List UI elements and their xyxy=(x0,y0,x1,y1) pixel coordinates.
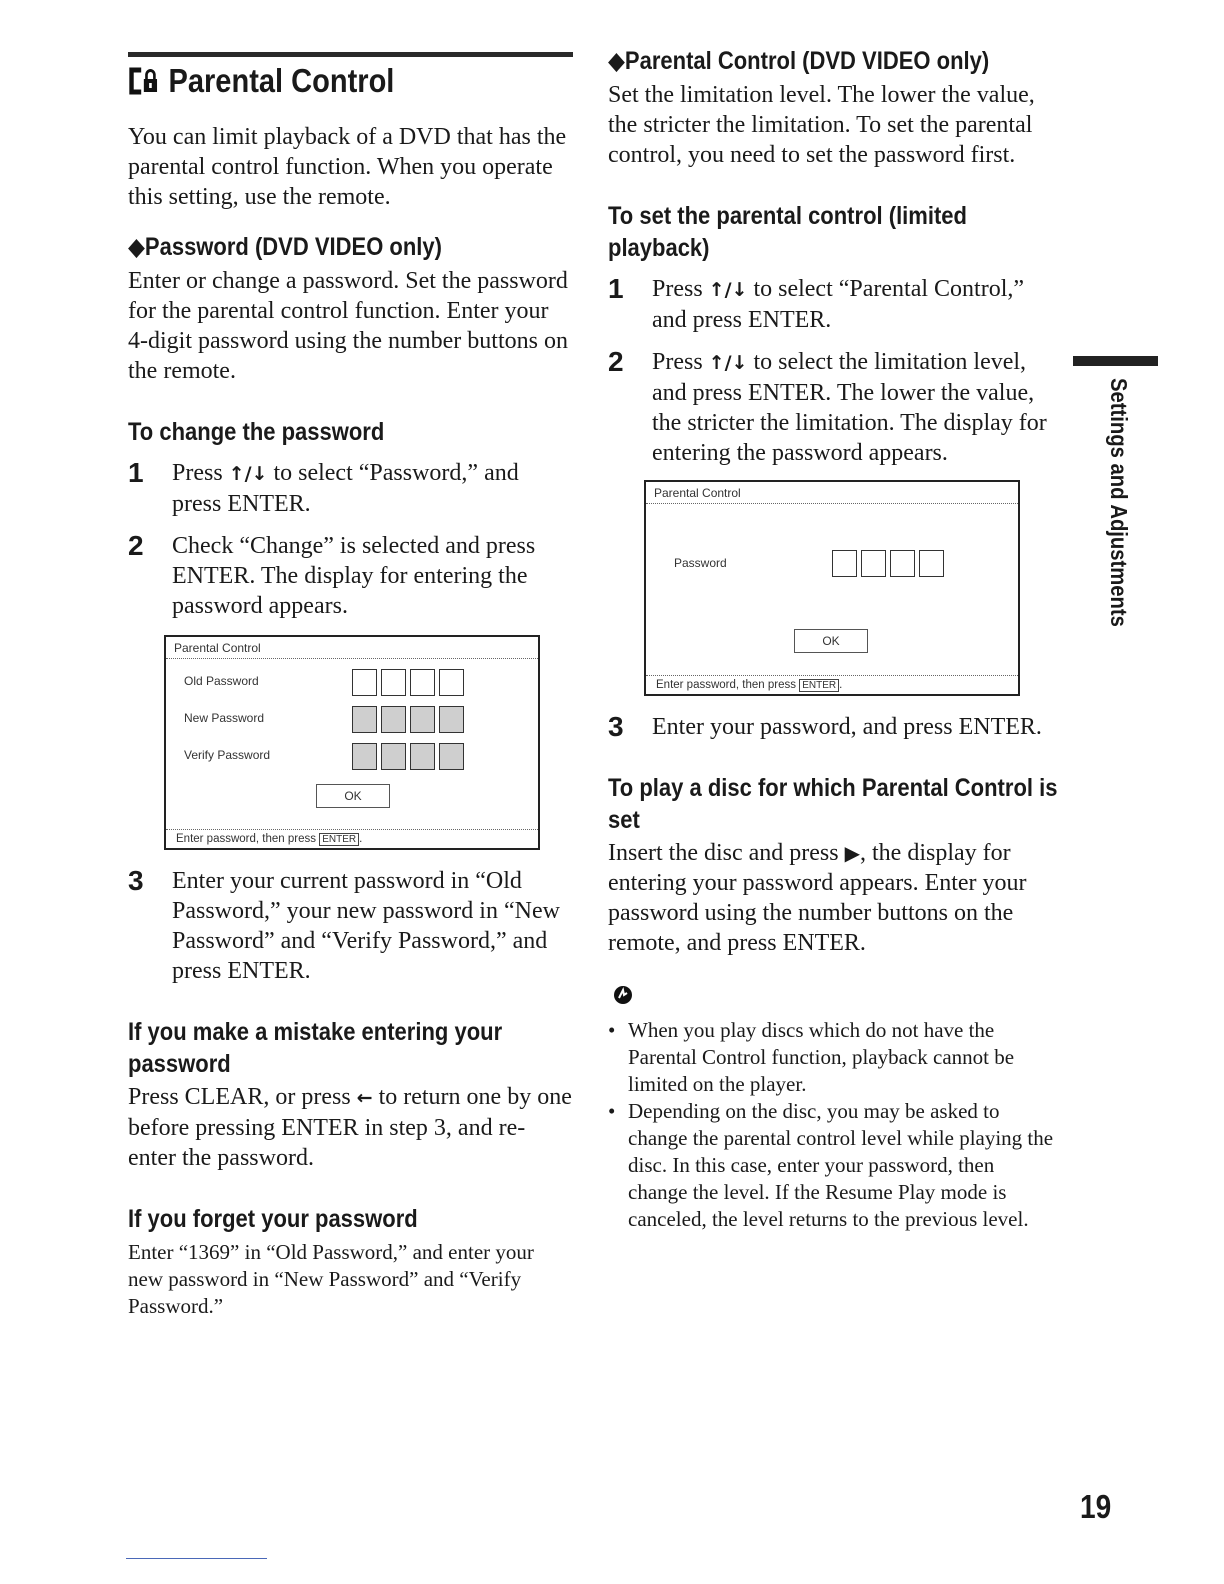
page-number: 19 xyxy=(1080,1488,1112,1525)
enter-key-icon: ENTER xyxy=(799,679,839,692)
old-password-field[interactable] xyxy=(352,669,464,696)
hint-icon xyxy=(612,984,1058,1011)
password-heading: ◆Password (DVD VIDEO only) xyxy=(128,233,442,262)
parental-control-screen xyxy=(644,480,1020,696)
note-item: • When you play discs which do not have the Parental Control function, playback cannot be limited on the player. xyxy=(608,1018,1015,1096)
password-field[interactable] xyxy=(832,550,944,577)
bottom-rule xyxy=(126,1558,267,1559)
verify-password-label: Verify Password xyxy=(184,748,271,763)
enter-key-icon: ENTER xyxy=(319,833,359,846)
screen-footer: Enter password, then press ENTER . xyxy=(646,675,1018,694)
password-label: Password xyxy=(674,556,727,570)
forget-heading: If you forget your password xyxy=(128,1205,418,1234)
ok-button[interactable]: OK xyxy=(794,629,868,653)
step-text: Enter your current password in “Old Password,” your new password in “New Password” and “Verify Password,” and press ENTER. xyxy=(172,868,560,985)
play-disc-body: Insert the disc and press ▶, the display for entering your password appears. Enter your password using the number buttons on the remote, and press ENTER. xyxy=(608,840,1027,956)
mistake-body: Press CLEAR, or press ← to return one by one before pressing ENTER in step 3, and re-enter the password. xyxy=(128,1084,572,1172)
digit-box[interactable] xyxy=(919,550,944,577)
digit-box[interactable] xyxy=(439,706,464,733)
digit-box[interactable] xyxy=(352,669,377,696)
step-text: Press ↑/↓ to select the limitation level, and press ENTER. The lower the value, the stricter the limitation. The display for entering the password appears. xyxy=(652,349,1047,466)
bullet-dot: • xyxy=(608,1099,616,1123)
play-icon: ▶ xyxy=(844,841,860,865)
screen-title: Parental Control xyxy=(166,637,538,659)
password-body: Enter or change a password. Set the password for the parental control function. Enter your 4-digit password using the number buttons on the remote. xyxy=(128,268,568,385)
ok-button[interactable]: OK xyxy=(316,784,390,808)
change-step-1 xyxy=(128,458,573,519)
step-number: 2 xyxy=(128,530,144,562)
page-title-text: Parental Control xyxy=(168,62,395,99)
step-text: Press ↑/↓ to select “Password,” and press ENTER. xyxy=(172,460,519,518)
step-number: 1 xyxy=(128,457,144,489)
step-text: Check “Change” is selected and press ENTER. The display for entering the password appears. xyxy=(172,533,536,620)
forget-body: Enter “1369” in “Old Password,” and enter your new password in “New Password” and “Verify Password.” xyxy=(128,1240,534,1319)
digit-box[interactable] xyxy=(861,550,886,577)
side-tab xyxy=(1073,356,1158,627)
right-column xyxy=(608,47,1058,1233)
digit-box[interactable] xyxy=(381,669,406,696)
change-step-3 xyxy=(128,866,573,986)
parental-heading: ◆Parental Control (DVD VIDEO only) xyxy=(608,47,990,75)
set-step-1 xyxy=(608,274,1058,335)
left-column xyxy=(128,52,573,1320)
digit-box[interactable] xyxy=(352,706,377,733)
step-number: 2 xyxy=(608,346,624,377)
digit-box[interactable] xyxy=(410,743,435,770)
parental-lock-icon xyxy=(128,66,160,102)
step-text: Enter your password, and press ENTER. xyxy=(652,714,1042,740)
set-control-heading: To set the parental control (limited playback) xyxy=(608,202,967,262)
step-number: 1 xyxy=(608,273,624,304)
digit-box[interactable] xyxy=(381,706,406,733)
digit-box[interactable] xyxy=(410,669,435,696)
set-step-2 xyxy=(608,347,1058,468)
step-number: 3 xyxy=(128,865,144,897)
side-tab-label: Settings and Adjustments xyxy=(1106,378,1132,627)
intro-text: You can limit playback of a DVD that has the parental control function. When you operate this setting, use the remote. xyxy=(128,124,567,211)
step-number: 3 xyxy=(608,711,624,742)
up-down-arrow-icon: ↑/↓ xyxy=(708,279,748,301)
digit-box[interactable] xyxy=(381,743,406,770)
set-step-3 xyxy=(608,712,1058,742)
change-password-heading: To change the password xyxy=(128,418,385,447)
digit-box[interactable] xyxy=(352,743,377,770)
old-password-label: Old Password xyxy=(184,674,259,689)
change-step-2 xyxy=(128,531,573,621)
digit-box[interactable] xyxy=(439,669,464,696)
up-down-arrow-icon: ↑/↓ xyxy=(228,463,268,486)
bullet-dot: • xyxy=(608,1018,616,1042)
change-password-screen xyxy=(164,635,540,850)
digit-box[interactable] xyxy=(410,706,435,733)
digit-box[interactable] xyxy=(890,550,915,577)
side-tab-bar xyxy=(1073,356,1158,366)
screen-footer: Enter password, then press ENTER . xyxy=(166,829,538,848)
digit-box[interactable] xyxy=(832,550,857,577)
page-title xyxy=(128,63,520,102)
up-down-arrow-icon: ↑/↓ xyxy=(708,352,748,374)
new-password-label: New Password xyxy=(184,711,265,726)
note-item: • Depending on the disc, you may be asked to change the parental control level while playing the disc. In this case, enter your password, then change the level. If the Resume Play mode is canceled, the level returns to the previous level. xyxy=(608,1099,1054,1231)
verify-password-field[interactable] xyxy=(352,743,464,770)
digit-box[interactable] xyxy=(439,743,464,770)
play-disc-heading: To play a disc for which Parental Control is set xyxy=(608,774,1058,834)
left-arrow-icon: ← xyxy=(356,1087,373,1110)
screen-title: Parental Control xyxy=(646,482,1018,504)
mistake-heading: If you make a mistake entering your password xyxy=(128,1018,503,1079)
title-rule xyxy=(128,52,573,57)
step-text: Press ↑/↓ to select “Parental Control,” and press ENTER. xyxy=(652,276,1025,333)
parental-body: Set the limitation level. The lower the value, the stricter the limitation. To set the parental control, you need to set the password first. xyxy=(608,82,1035,168)
new-password-field[interactable] xyxy=(352,706,464,733)
